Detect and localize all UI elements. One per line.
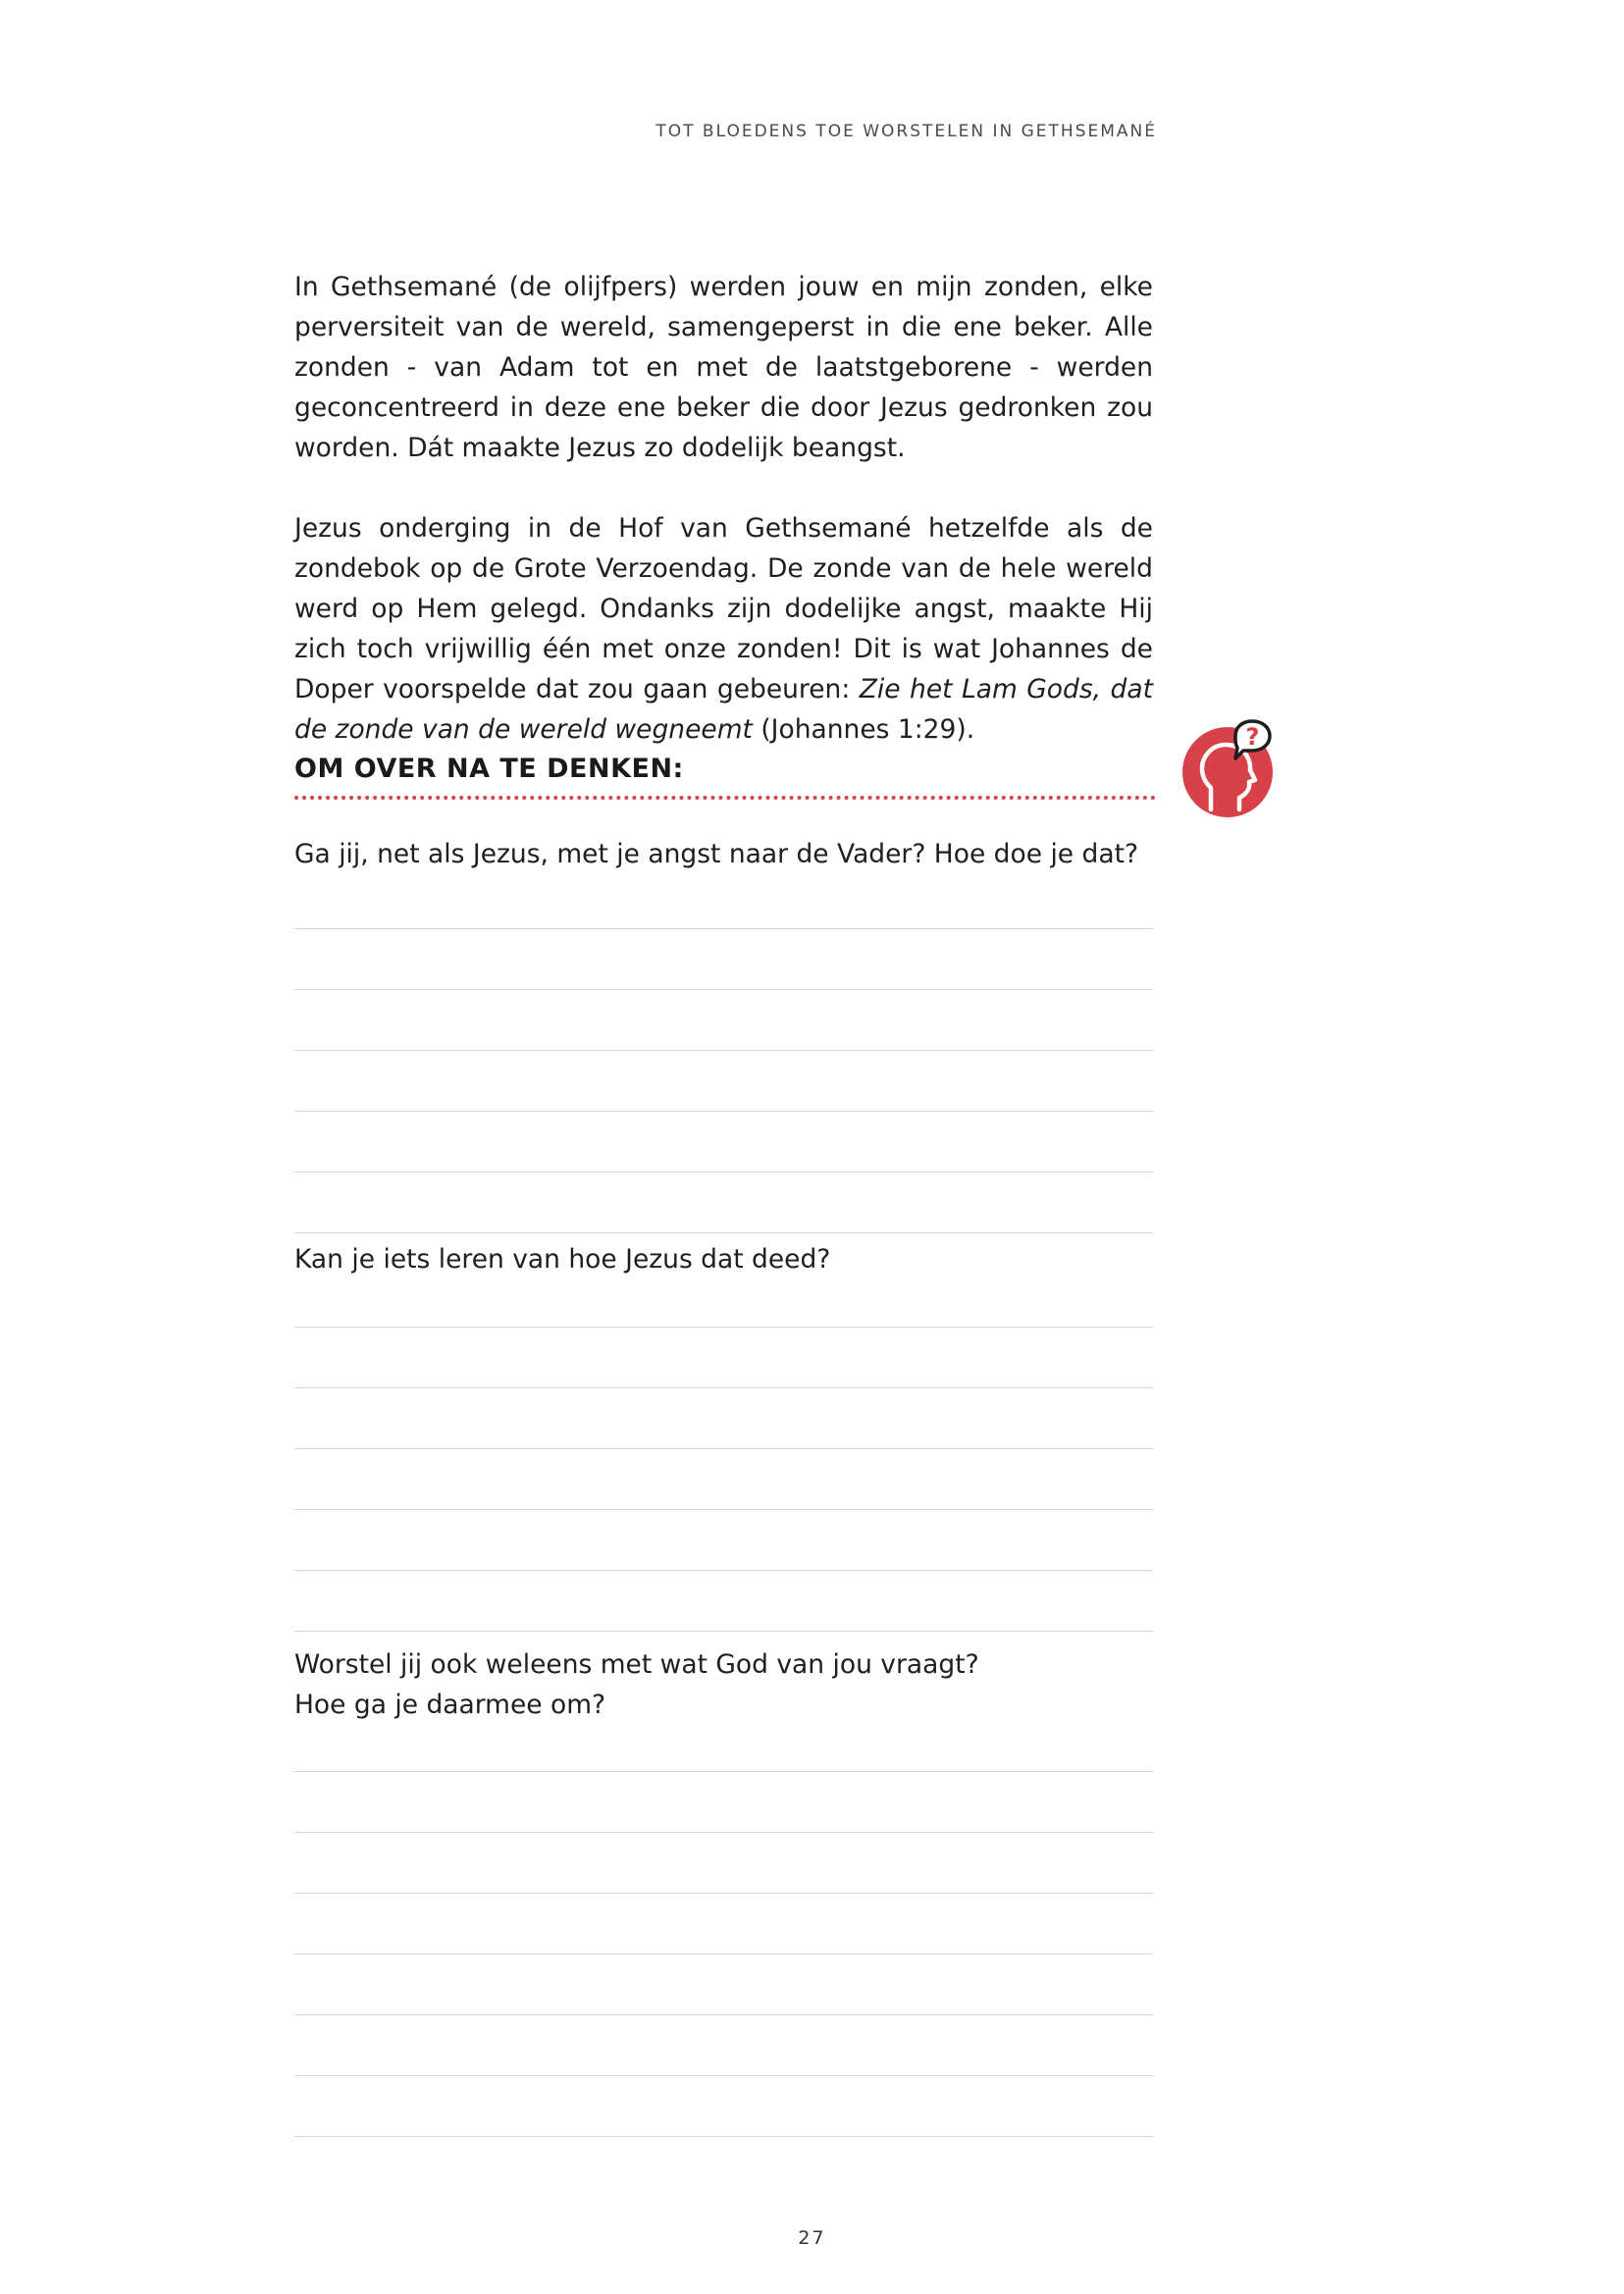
page-number: 27 bbox=[798, 2227, 826, 2249]
answer-line[interactable] bbox=[294, 1387, 1153, 1388]
question-line: Hoe ga je daarmee om? bbox=[294, 1690, 606, 1720]
answer-line[interactable] bbox=[294, 2014, 1153, 2015]
answer-line[interactable] bbox=[294, 1771, 1153, 1772]
scripture-reference: (Johannes 1:29). bbox=[752, 714, 975, 745]
answer-line[interactable] bbox=[294, 1954, 1153, 1955]
reflection-question: Kan je iets leren van hoe Jezus dat deed? bbox=[294, 1244, 831, 1275]
answer-line[interactable] bbox=[294, 1631, 1153, 1632]
answer-line[interactable] bbox=[294, 1893, 1153, 1894]
question-line: Worstel jij ook weleens met wat God van jou vraagt? bbox=[294, 1649, 979, 1680]
answer-line[interactable] bbox=[294, 1448, 1153, 1449]
answer-line[interactable] bbox=[294, 928, 1153, 929]
paragraph-text: Jezus onderging in de Hof van Gethsemané hetzelfde als de zondebok op de Grote Verzoendag. De zonde van de hele wereld werd op Hem gelegd. Ondanks zijn dodelijke angst, maakte Hij zich toch vrijwillig één met onze zonden! Dit is wat Johannes de Doper voorspelde dat zou gaan gebeuren: bbox=[294, 513, 1153, 704]
answer-line[interactable] bbox=[294, 1232, 1153, 1233]
reflection-question bbox=[294, 1644, 1153, 1725]
answer-line[interactable] bbox=[294, 1111, 1153, 1112]
answer-line[interactable] bbox=[294, 989, 1153, 990]
answer-line[interactable] bbox=[294, 1832, 1153, 1833]
svg-text:?: ? bbox=[1245, 723, 1260, 751]
paragraph: In Gethsemané (de olijfpers) werden jouw en mijn zonden, elke perversiteit van de wereld, samengeperst in die ene beker. Alle zonden - van Adam tot en met de laatstgeborene - werden geconcentreerd in deze ene beker die door Jezus gedronken zou worden. Dát maakte Jezus zo dodelijk beangst. bbox=[294, 272, 1153, 463]
answer-line[interactable] bbox=[294, 1509, 1153, 1510]
answer-line[interactable] bbox=[294, 1050, 1153, 1051]
reflection-question: Ga jij, net als Jezus, met je angst naar de Vader? Hoe doe je dat? bbox=[294, 839, 1139, 869]
body-text bbox=[294, 267, 1153, 750]
paragraph bbox=[294, 508, 1153, 750]
thinking-head-question-icon bbox=[1180, 719, 1281, 819]
answer-line[interactable] bbox=[294, 2136, 1153, 2137]
answer-line[interactable] bbox=[294, 1327, 1153, 1328]
answer-line[interactable] bbox=[294, 1570, 1153, 1571]
running-header: TOT BLOEDENS TOE WORSTELEN IN GETHSEMANÉ bbox=[655, 122, 1157, 141]
reflection-heading: OM OVER NA TE DENKEN: bbox=[294, 754, 1156, 800]
scripture-quote: Zie het Lam Gods, dat de zonde van de wereld wegneemt bbox=[294, 674, 1153, 745]
answer-line[interactable] bbox=[294, 1172, 1153, 1173]
answer-line[interactable] bbox=[294, 2075, 1153, 2076]
